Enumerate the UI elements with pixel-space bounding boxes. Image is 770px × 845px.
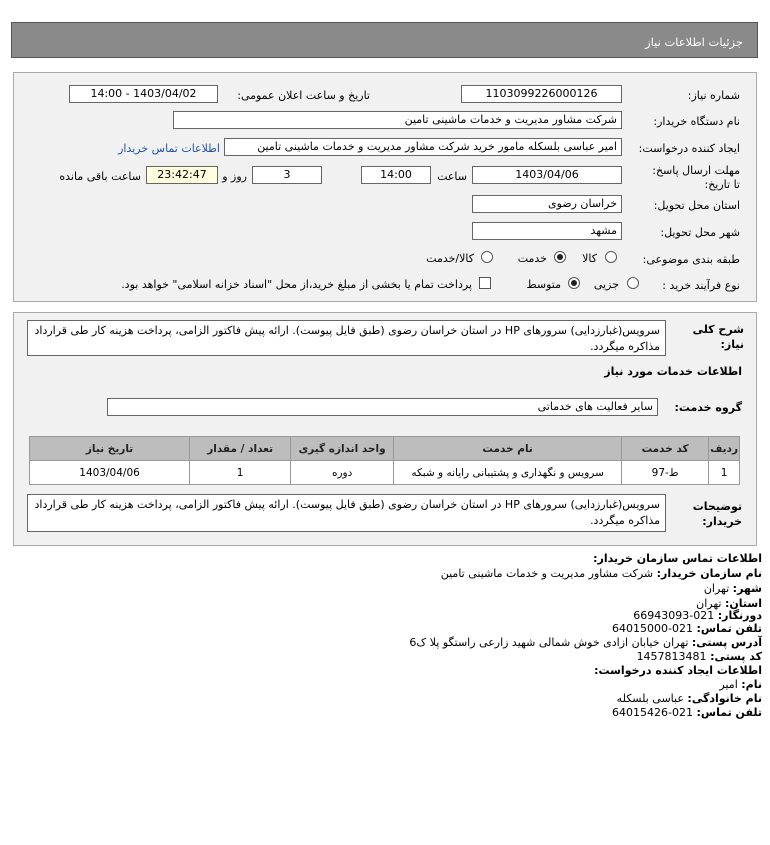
process-radio-medium[interactable] xyxy=(568,277,580,289)
creator-info-label: اطلاعات ایجاد کننده درخواست: xyxy=(594,664,762,677)
contact-city-label: شهر: xyxy=(732,582,762,595)
remaining-time-field: 23:42:47 xyxy=(146,166,218,184)
services-table xyxy=(29,436,740,485)
contact-address xyxy=(409,636,762,649)
deadline-time-label: ساعت xyxy=(437,170,467,183)
summary-text: سرویس(غبارزدایی) سرورهای HP در استان خراسان رضوی (طبق فایل پیوست). ارائه پیش فاکتور الزامی، پرداخت هزینه کار طی قرارداد مذاکره میگردد. xyxy=(27,320,666,356)
city-field: مشهد xyxy=(472,222,622,240)
creator-field: امیر عباسی بلسکله مامور خرید شرکت مشاور مدیریت و خدمات ماشینی تامین xyxy=(224,138,622,156)
creator-phone-value: 021-64015426 xyxy=(612,706,694,719)
cell-unit: دوره xyxy=(291,461,394,485)
creator-phone-label: تلفن تماس: xyxy=(696,706,762,719)
service-group-field: سایر فعالیت های خدماتی xyxy=(107,398,658,416)
days-label: روز و xyxy=(222,170,247,183)
cell-service-name: سرویس و نگهداری و پشتیبانی رایانه و شبکه xyxy=(394,461,622,485)
cell-quantity: 1 xyxy=(190,461,291,485)
treasury-checkbox[interactable] xyxy=(479,277,491,289)
creator-name-label: نام: xyxy=(741,678,762,691)
contact-org-value: شرکت مشاور مدیریت و خدمات ماشینی تامین xyxy=(440,567,654,580)
deadline-time-field: 14:00 xyxy=(361,166,431,184)
category-option-service: خدمت xyxy=(517,252,547,265)
deadline-date-field: 1403/04/06 xyxy=(472,166,622,184)
contact-fax-value: 021-66943093 xyxy=(633,609,715,622)
category-radio-service[interactable] xyxy=(554,251,566,263)
summary-label: شرح کلی نیاز: xyxy=(692,323,744,351)
col-need-date: تاریخ نیاز xyxy=(30,437,190,461)
contact-fax-label: دورنگار: xyxy=(717,609,762,622)
contact-city xyxy=(704,582,762,595)
col-quantity: تعداد / مقدار xyxy=(190,437,291,461)
creator-phone xyxy=(612,706,762,719)
remaining-label: ساعت باقی مانده xyxy=(59,170,141,183)
buyer-notes-label: توضیحات خریدار: xyxy=(692,500,742,528)
treasury-text: پرداخت تمام یا بخشی از مبلغ خرید،از محل "اسناد خزانه اسلامی" خواهد بود. xyxy=(121,278,472,291)
announce-label: تاریخ و ساعت اعلان عمومی: xyxy=(237,89,370,102)
category-radio-goods[interactable] xyxy=(605,251,617,263)
contact-city-value: تهران xyxy=(703,582,730,595)
col-service-code: کد خدمت xyxy=(622,437,709,461)
city-label: شهر محل تحویل: xyxy=(660,226,740,239)
services-section-title: اطلاعات خدمات مورد نیاز xyxy=(604,365,742,378)
buyer-contact-link[interactable]: اطلاعات تماس خریدار xyxy=(118,142,220,155)
cell-need-date: 1403/04/06 xyxy=(30,461,190,485)
days-field: 3 xyxy=(252,166,322,184)
creator-name-value: امیر xyxy=(719,678,738,691)
creator-label: ایجاد کننده درخواست: xyxy=(638,142,740,155)
cell-service-code: ط-97 xyxy=(622,461,709,485)
col-unit: واحد اندازه گیری xyxy=(291,437,394,461)
contact-province-label: استان: xyxy=(725,597,762,610)
category-option-goods-service: کالا/خدمت xyxy=(426,252,474,265)
need-info-panel xyxy=(13,72,757,302)
contact-postal-value: 1457813481 xyxy=(636,650,707,663)
need-number-label: شماره نیاز: xyxy=(687,89,740,102)
creator-info-title xyxy=(594,664,762,677)
buyer-notes-text: سرویس(غبارزدایی) سرورهای HP در استان خراسان رضوی (طبق فایل پیوست). ارائه پیش فاکتور الزامی، پرداخت هزینه کار طی قرارداد مذاکره میگردد. xyxy=(27,494,666,532)
contact-phone-value: 021-64015000 xyxy=(612,622,694,635)
creator-name xyxy=(719,678,762,691)
contact-postal xyxy=(637,650,762,663)
contact-province-value: تهران xyxy=(696,597,722,610)
contact-fax xyxy=(633,609,762,622)
category-radio-goods-service[interactable] xyxy=(481,251,493,263)
page-header xyxy=(11,22,758,58)
contact-address-value: تهران خیابان ازادی خوش شمالی شهید زارعی راستگو پلا ک6 xyxy=(409,636,689,649)
category-label: طبقه بندی موضوعی: xyxy=(642,253,740,266)
buyer-field: شرکت مشاور مدیریت و خدمات ماشینی تامین xyxy=(173,111,622,129)
page-title: جزئیات اطلاعات نیاز xyxy=(645,35,743,49)
contact-title: اطلاعات تماس سازمان خریدار: xyxy=(593,552,762,565)
cell-row: 1 xyxy=(709,461,740,485)
col-service-name: نام خدمت xyxy=(394,437,622,461)
contact-postal-label: کد پستی: xyxy=(710,650,762,663)
service-group-label: گروه خدمت: xyxy=(674,401,742,414)
process-radio-minor[interactable] xyxy=(627,277,639,289)
announce-field: 1403/04/02 - 14:00 xyxy=(69,85,218,103)
contact-address-label: آدرس پستی: xyxy=(691,636,762,649)
table-header-row xyxy=(30,437,740,461)
category-option-goods: کالا xyxy=(582,252,597,265)
process-label: نوع فرآیند خرید : xyxy=(662,279,740,292)
need-number-field: 1103099226000126 xyxy=(461,85,622,103)
creator-family-label: نام خانوادگی: xyxy=(687,692,762,705)
creator-family-value: عباسی بلسکله xyxy=(616,692,684,705)
province-field: خراسان رضوی xyxy=(472,195,622,213)
contact-phone xyxy=(612,622,762,635)
creator-family xyxy=(617,692,762,705)
province-label: استان محل تحویل: xyxy=(653,199,740,212)
process-option-minor: جزیی xyxy=(593,278,619,291)
buyer-label: نام دستگاه خریدار: xyxy=(653,115,740,128)
contact-org-label: نام سازمان خریدار: xyxy=(656,567,762,580)
contact-phone-label: تلفن تماس: xyxy=(696,622,762,635)
col-row: ردیف xyxy=(709,437,740,461)
table-row xyxy=(30,461,740,485)
deadline-label: مهلت ارسال پاسخ: تا تاریخ: xyxy=(652,164,740,191)
process-option-medium: متوسط xyxy=(526,278,561,291)
contact-org xyxy=(441,567,762,580)
